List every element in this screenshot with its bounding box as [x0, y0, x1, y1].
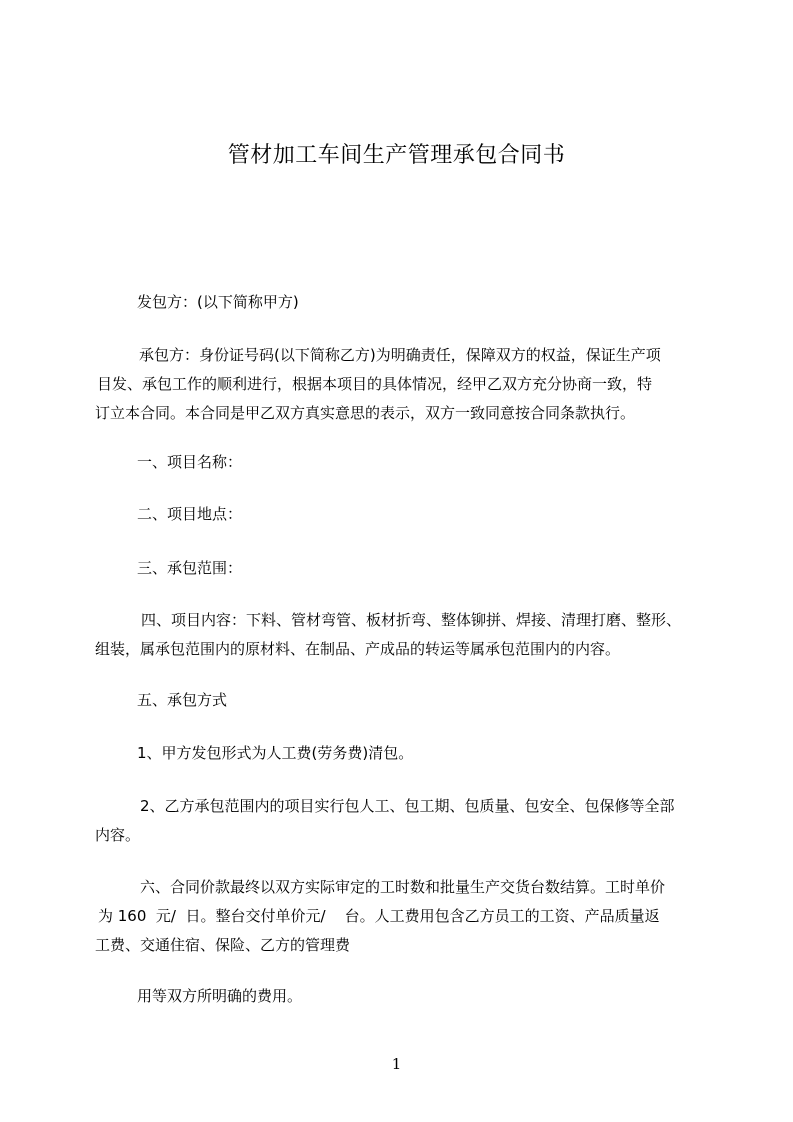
contractor-line-1: 承包方：身份证号码(以下简称乙方)为明确责任，保障双方的权益，保证生产项 — [139, 346, 661, 364]
issuer-line-1: 发包方：(以下简称甲方) — [137, 293, 299, 311]
item-4-paragraph — [95, 606, 717, 664]
item-2-paragraph — [95, 500, 717, 529]
item-2-line: 二、项目地点： — [137, 505, 243, 523]
item-5-2-paragraph — [95, 792, 717, 850]
item-6-continuation-paragraph — [95, 982, 717, 1011]
document-title: 管材加工车间生产管理承包合同书 — [227, 143, 566, 168]
item-5-paragraph — [95, 686, 717, 715]
item-1-line: 一、项目名称： — [137, 453, 243, 471]
item-5-1-line: 1、甲方发包形式为人工费(劳务费)清包。 — [137, 744, 414, 762]
contractor-line-2: 目发、承包工作的顺利进行，根据本项目的具体情况，经甲乙双方充分协商一致，特 — [97, 375, 653, 393]
item-5-1-paragraph — [95, 739, 717, 768]
item-6-continuation-line: 用等双方所明确的费用。 — [137, 987, 303, 1005]
item-6-line-1: 六、合同价款最终以双方实际审定的工时数和批量生产交货台数结算。工时单价 — [140, 878, 666, 896]
item-6-line-3: 工费、交通住宿、保险、乙方的管理费 — [95, 936, 351, 954]
contractor-paragraph — [95, 341, 717, 428]
item-4-line-1: 四、项目内容：下料、管材弯管、板材折弯、整体铆拼、焊接、清理打磨、整形、 — [141, 611, 682, 629]
contractor-line-3: 订立本合同。本合同是甲乙双方真实意思的表示，双方一致同意按合同条款执行。 — [95, 404, 636, 422]
item-5-2-line-2: 内容。 — [95, 826, 141, 844]
item-5-2-line-1: 2、乙方承包范围内的项目实行包人工、包工期、包质量、包安全、包保修等全部 — [140, 797, 675, 815]
item-1-paragraph — [95, 448, 717, 477]
item-3-paragraph — [95, 554, 717, 583]
item-5-line: 五、承包方式 — [137, 691, 228, 709]
page-number: 1 — [391, 1055, 402, 1073]
item-6-paragraph — [95, 873, 717, 960]
item-3-line: 三、承包范围： — [137, 559, 243, 577]
item-6-line-2: 为 160 元/ 日。整台交付单价元/ 台。人工费用包含乙方员工的工资、产品质量返 — [98, 907, 660, 925]
item-4-line-2: 组装，属承包范围内的原材料、在制品、产成品的转运等属承包范围内的内容。 — [95, 640, 621, 658]
issuer-paragraph — [95, 288, 717, 317]
